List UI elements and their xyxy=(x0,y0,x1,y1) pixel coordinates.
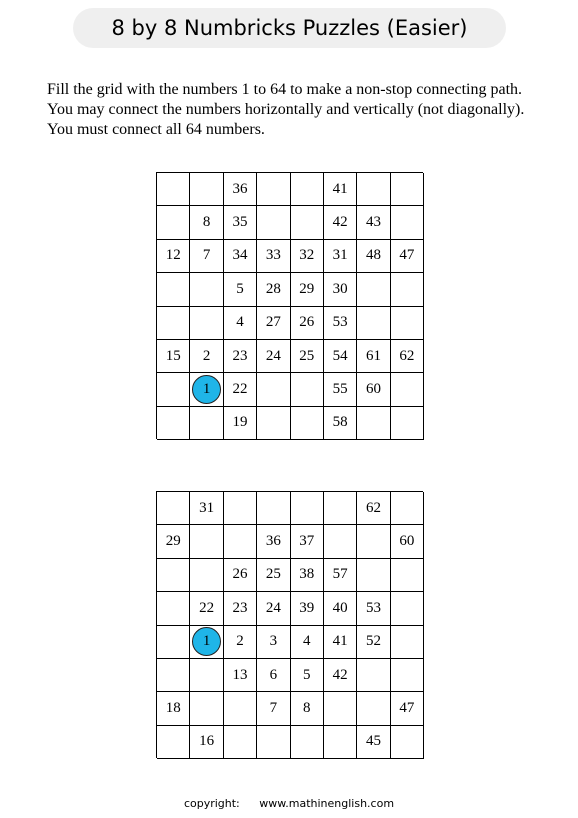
grid-cell[interactable] xyxy=(257,492,290,525)
grid-cell[interactable] xyxy=(224,525,257,558)
grid-cell[interactable] xyxy=(224,173,257,206)
cell-value: 38 xyxy=(299,566,315,583)
cell-value: 60 xyxy=(399,533,415,550)
cell-value: 8 xyxy=(202,214,211,231)
grid-cell[interactable] xyxy=(157,240,190,273)
cell-value: 27 xyxy=(265,314,281,331)
grid-cell[interactable] xyxy=(324,340,357,373)
cell-value: 31 xyxy=(199,499,215,516)
grid-cell[interactable] xyxy=(157,407,190,440)
cell-value: 16 xyxy=(199,733,215,750)
cell-value: 7 xyxy=(269,699,278,716)
cell-value: 18 xyxy=(165,699,181,716)
grid-cell[interactable] xyxy=(357,240,390,273)
cell-value: 36 xyxy=(232,180,248,197)
cell-value: 5 xyxy=(236,280,244,297)
cell-value: 37 xyxy=(299,533,315,550)
grid-cell[interactable] xyxy=(391,206,424,239)
grid-cell[interactable] xyxy=(291,492,324,525)
grid-cell[interactable] xyxy=(324,659,357,692)
grid-cell[interactable] xyxy=(391,307,424,340)
grid-cell[interactable] xyxy=(224,340,257,373)
cell-value: 29 xyxy=(165,533,181,550)
grid-cell[interactable] xyxy=(391,240,424,273)
cell-value: 4 xyxy=(236,314,244,331)
cell-value: 36 xyxy=(265,533,281,550)
grid-cell[interactable] xyxy=(257,692,290,725)
grid-cell[interactable] xyxy=(391,525,424,558)
instruction-line: You may connect the numbers horizontally and vertically (not diagonally). xyxy=(47,101,525,118)
grid-cell[interactable] xyxy=(391,407,424,440)
grid-cell[interactable] xyxy=(157,340,190,373)
cell-value: 26 xyxy=(299,314,315,331)
cell-value: 48 xyxy=(365,247,381,264)
grid-cell[interactable] xyxy=(324,373,357,406)
cell-value: 24 xyxy=(265,599,281,616)
grid-cell[interactable] xyxy=(157,273,190,306)
cell-value: 19 xyxy=(232,414,248,431)
grid-cell[interactable] xyxy=(257,173,290,206)
grid-cell[interactable] xyxy=(357,692,390,725)
cell-value: 5 xyxy=(302,666,311,683)
cell-value: 39 xyxy=(299,599,315,616)
grid-cell[interactable] xyxy=(257,240,290,273)
grid-cell[interactable] xyxy=(357,273,390,306)
grid-cell[interactable] xyxy=(291,592,324,625)
grid-cell[interactable] xyxy=(357,407,390,440)
grid-cell[interactable] xyxy=(190,492,223,525)
grid-cell[interactable] xyxy=(257,307,290,340)
cell-value: 55 xyxy=(332,380,348,397)
grid-cell[interactable] xyxy=(157,373,190,406)
grid-cell[interactable] xyxy=(257,373,290,406)
grid-cell[interactable] xyxy=(190,407,223,440)
grid-cell[interactable] xyxy=(190,559,223,592)
cell-value: 58 xyxy=(332,414,348,431)
grid-cell[interactable] xyxy=(224,373,257,406)
cell-value: 41 xyxy=(332,633,348,650)
grid-cell[interactable] xyxy=(324,525,357,558)
grid-cell[interactable] xyxy=(190,273,223,306)
grid-cell[interactable] xyxy=(357,373,390,406)
grid-cell[interactable] xyxy=(157,659,190,692)
grid-cell[interactable] xyxy=(291,692,324,725)
grid-cell[interactable] xyxy=(391,340,424,373)
cell-value: 2 xyxy=(202,347,211,364)
grid-cell[interactable] xyxy=(391,726,424,759)
grid-cell[interactable] xyxy=(224,407,257,440)
grid-cell[interactable] xyxy=(257,340,290,373)
copyright-label: copyright: xyxy=(183,797,240,810)
instruction-line: Fill the grid with the numbers 1 to 64 to make a non-stop connecting path. xyxy=(47,81,523,98)
cell-value: 60 xyxy=(365,380,381,397)
grid-cell[interactable] xyxy=(291,307,324,340)
cell-value: 62 xyxy=(365,499,381,516)
cell-value: 42 xyxy=(332,214,348,231)
grid-cell[interactable] xyxy=(291,273,324,306)
grid-cell[interactable] xyxy=(224,592,257,625)
grid-cell[interactable] xyxy=(357,726,390,759)
grid-cell[interactable] xyxy=(257,206,290,239)
cell-value: 35 xyxy=(232,214,248,231)
cell-value: 53 xyxy=(332,314,348,331)
cell-value: 25 xyxy=(299,347,315,364)
cell-value: 40 xyxy=(332,599,348,616)
grid-cell[interactable] xyxy=(324,273,357,306)
cell-value: 31 xyxy=(332,247,348,264)
footer xyxy=(0,797,578,810)
grid-cell[interactable] xyxy=(190,692,223,725)
grid-cell[interactable] xyxy=(190,240,223,273)
grid-cell[interactable] xyxy=(391,659,424,692)
cell-value: 23 xyxy=(232,347,248,364)
grid-cell[interactable] xyxy=(357,659,390,692)
cell-value: 30 xyxy=(332,280,348,297)
cell-value: 28 xyxy=(265,280,281,297)
start-marker: 1 xyxy=(192,375,221,404)
grid-cell[interactable] xyxy=(224,206,257,239)
cell-value: 47 xyxy=(399,247,415,264)
cell-value: 61 xyxy=(365,347,381,364)
grid-cell[interactable] xyxy=(190,726,223,759)
grid-cell[interactable] xyxy=(324,307,357,340)
grid-cell[interactable] xyxy=(157,206,190,239)
grid-cell[interactable] xyxy=(257,273,290,306)
grid-cell[interactable] xyxy=(357,492,390,525)
instructions xyxy=(47,80,567,140)
grid-cell[interactable] xyxy=(357,559,390,592)
cell-value: 45 xyxy=(365,733,381,750)
instruction-line: You must connect all 64 numbers. xyxy=(47,121,265,138)
cell-value: 43 xyxy=(365,214,381,231)
grid-cell[interactable] xyxy=(190,373,223,406)
grid-cell[interactable] xyxy=(391,273,424,306)
grid-cell[interactable] xyxy=(357,206,390,239)
grid-cell[interactable] xyxy=(291,173,324,206)
cell-value: 34 xyxy=(232,247,248,264)
grid-cell[interactable] xyxy=(157,525,190,558)
grid-cell[interactable] xyxy=(291,340,324,373)
grid-cell[interactable] xyxy=(357,525,390,558)
grid-cell[interactable] xyxy=(357,173,390,206)
grid-cell[interactable] xyxy=(291,626,324,659)
cell-value: 47 xyxy=(399,699,415,716)
cell-value: 22 xyxy=(199,599,215,616)
grid-cell[interactable] xyxy=(157,692,190,725)
grid-cell[interactable] xyxy=(224,559,257,592)
grid-cell[interactable] xyxy=(324,692,357,725)
grid-cell[interactable] xyxy=(257,559,290,592)
grid-cell[interactable] xyxy=(391,592,424,625)
grid-cell[interactable] xyxy=(224,307,257,340)
grid-cell[interactable] xyxy=(224,726,257,759)
cell-value: 7 xyxy=(202,247,211,264)
grid-cell[interactable] xyxy=(157,559,190,592)
grid-cell[interactable] xyxy=(324,592,357,625)
cell-value: 62 xyxy=(399,347,415,364)
cell-value: 54 xyxy=(332,347,348,364)
cell-value: 52 xyxy=(365,633,381,650)
grid-cell[interactable] xyxy=(391,559,424,592)
grid-cell[interactable] xyxy=(224,273,257,306)
worksheet-title: 8 by 8 Numbricks Puzzles (Easier) xyxy=(73,8,506,48)
grid-cell[interactable] xyxy=(291,407,324,440)
cell-value: 53 xyxy=(365,599,381,616)
grid-cell[interactable] xyxy=(391,492,424,525)
grid-cell[interactable] xyxy=(391,173,424,206)
grid-cell[interactable] xyxy=(357,626,390,659)
grid-cell[interactable] xyxy=(291,659,324,692)
grid-cell[interactable] xyxy=(257,626,290,659)
grid-cell[interactable] xyxy=(157,726,190,759)
grid-cell[interactable] xyxy=(224,492,257,525)
grid-cell[interactable] xyxy=(324,240,357,273)
grid-cell[interactable] xyxy=(224,659,257,692)
grid-cell[interactable] xyxy=(190,626,223,659)
cell-value: 13 xyxy=(232,666,248,683)
puzzle-grid-2 xyxy=(156,491,423,758)
grid-cell[interactable] xyxy=(190,206,223,239)
grid-cell[interactable] xyxy=(324,173,357,206)
grid-cell[interactable] xyxy=(190,659,223,692)
grid-cell[interactable] xyxy=(291,726,324,759)
cell-value: 42 xyxy=(332,666,348,683)
grid-cell[interactable] xyxy=(157,173,190,206)
cell-value: 23 xyxy=(232,599,248,616)
grid-cell[interactable] xyxy=(291,559,324,592)
grid-cell[interactable] xyxy=(190,592,223,625)
cell-value: 57 xyxy=(332,566,348,583)
grid-cell[interactable] xyxy=(224,626,257,659)
cell-value: 15 xyxy=(165,347,181,364)
cell-value: 3 xyxy=(269,633,278,650)
grid-cell[interactable] xyxy=(157,592,190,625)
grid-cell[interactable] xyxy=(391,373,424,406)
grid-cell[interactable] xyxy=(324,626,357,659)
grid-cell[interactable] xyxy=(324,559,357,592)
grid-cell[interactable] xyxy=(324,726,357,759)
grid-cell[interactable] xyxy=(157,307,190,340)
grid-cell[interactable] xyxy=(157,492,190,525)
cell-value: 26 xyxy=(232,566,248,583)
cell-value: 32 xyxy=(299,247,315,264)
grid-cell[interactable] xyxy=(357,592,390,625)
cell-value: 25 xyxy=(265,566,281,583)
puzzle-grid-1 xyxy=(156,172,423,439)
grid-cell[interactable] xyxy=(224,692,257,725)
cell-value: 2 xyxy=(236,633,244,650)
cell-value: 33 xyxy=(265,247,281,264)
grid-cell[interactable] xyxy=(257,525,290,558)
grid-cell[interactable] xyxy=(190,307,223,340)
grid-cell[interactable] xyxy=(291,373,324,406)
website-link[interactable]: www.mathinenglish.com xyxy=(259,797,395,810)
cell-value: 22 xyxy=(232,380,248,397)
grid-cell[interactable] xyxy=(324,206,357,239)
cell-value: 8 xyxy=(302,699,311,716)
grid-cell[interactable] xyxy=(224,240,257,273)
grid-cell[interactable] xyxy=(257,726,290,759)
grid-cell[interactable] xyxy=(324,492,357,525)
grid-cell[interactable] xyxy=(391,692,424,725)
grid-cell[interactable] xyxy=(190,525,223,558)
cell-value: 6 xyxy=(269,666,278,683)
grid-cell[interactable] xyxy=(391,626,424,659)
grid-cell[interactable] xyxy=(291,525,324,558)
grid-cell[interactable] xyxy=(190,173,223,206)
grid-cell[interactable] xyxy=(157,626,190,659)
cell-value: 24 xyxy=(265,347,281,364)
grid-cell[interactable] xyxy=(257,659,290,692)
grid-cell[interactable] xyxy=(291,206,324,239)
grid-cell[interactable] xyxy=(257,407,290,440)
grid-cell[interactable] xyxy=(357,307,390,340)
cell-value: 12 xyxy=(165,247,181,264)
cell-value: 29 xyxy=(299,280,315,297)
grid-cell[interactable] xyxy=(324,407,357,440)
grid-cell[interactable] xyxy=(257,592,290,625)
cell-value: 41 xyxy=(332,180,348,197)
grid-cell[interactable] xyxy=(357,340,390,373)
grid-cell[interactable] xyxy=(190,340,223,373)
grid-cell[interactable] xyxy=(291,240,324,273)
cell-value: 4 xyxy=(302,633,311,650)
start-marker: 1 xyxy=(192,627,221,656)
